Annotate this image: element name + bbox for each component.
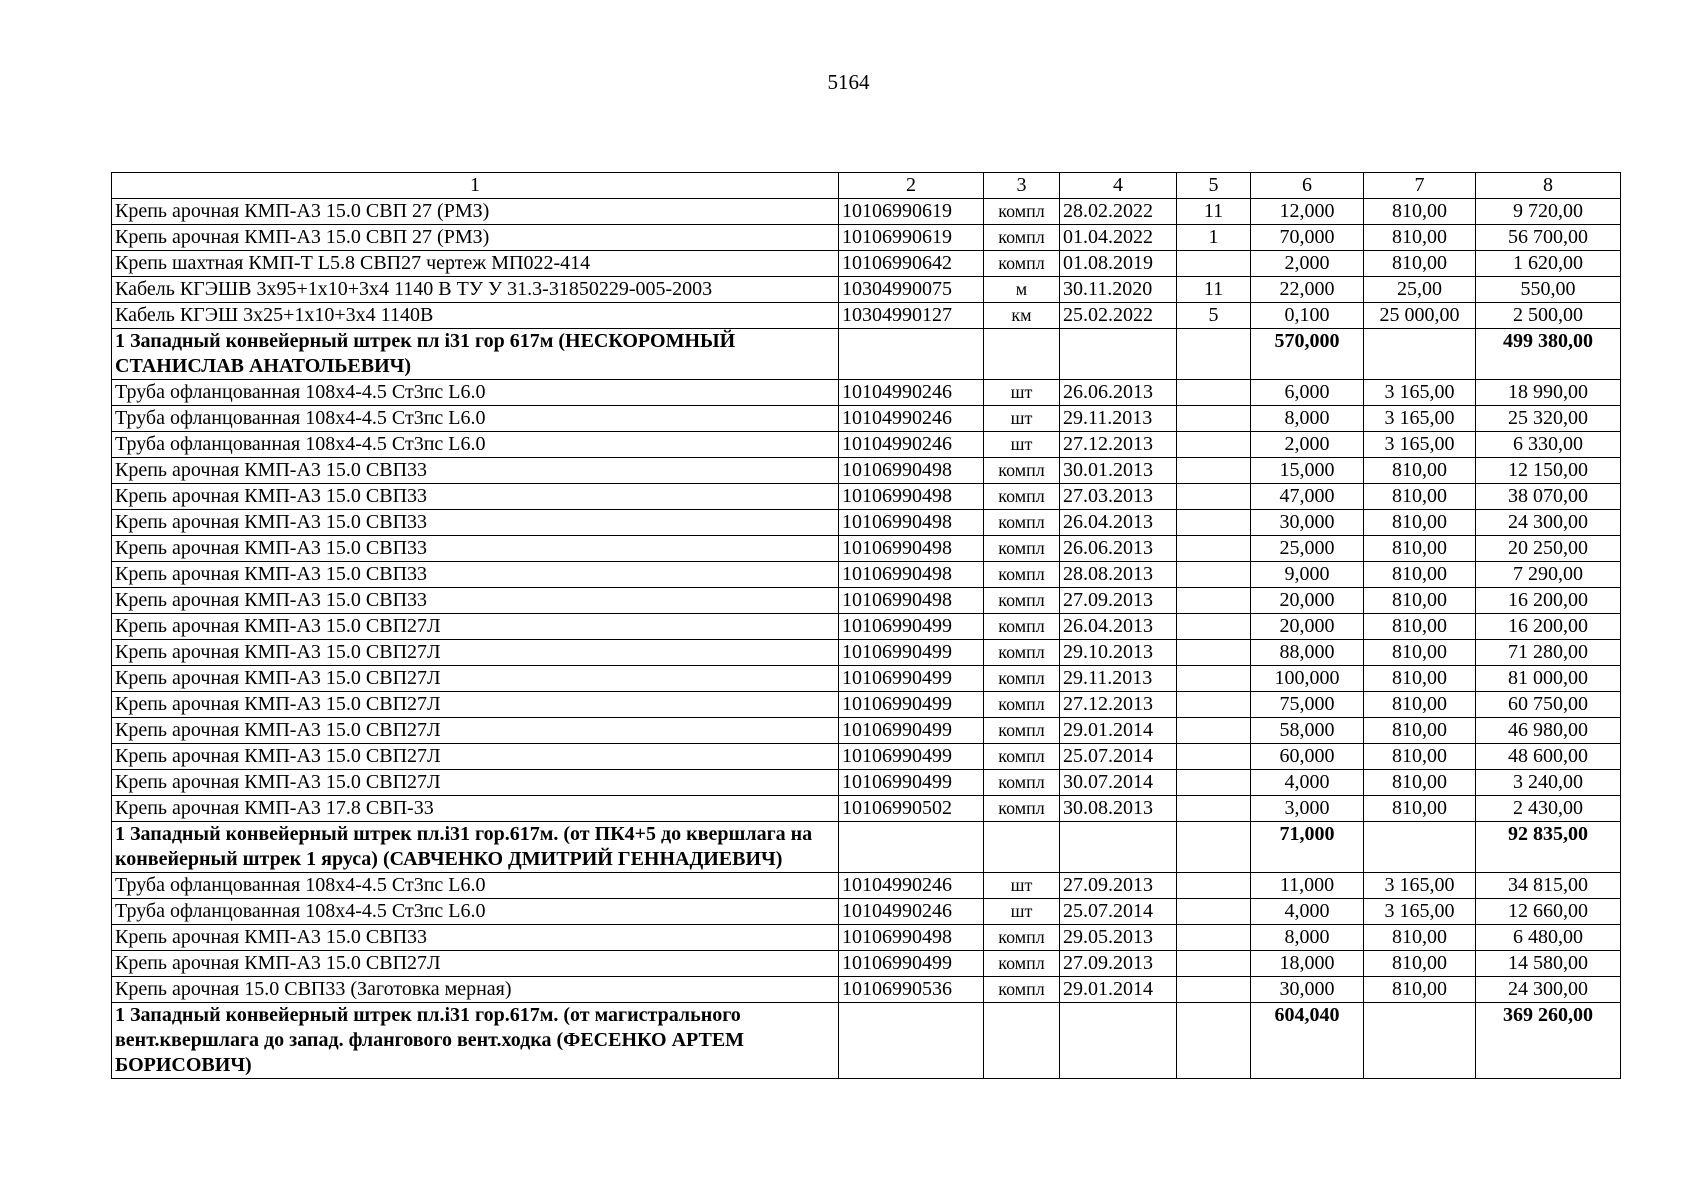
unit-cell [984,822,1060,873]
sum-cell: 20 250,00 [1476,536,1621,562]
item-name-cell: Крепь арочная КМП-А3 15.0 СВП33 [112,562,839,588]
column5-cell [1177,484,1251,510]
sum-cell: 7 290,00 [1476,562,1621,588]
sum-cell: 3 240,00 [1476,770,1621,796]
date-cell: 30.01.2013 [1060,458,1177,484]
quantity-cell: 70,000 [1251,225,1364,251]
sum-cell: 16 200,00 [1476,588,1621,614]
item-name-cell: Крепь арочная КМП-А3 15.0 СВП27Л [112,614,839,640]
table-row [112,484,1621,510]
price-cell [1364,822,1476,873]
column5-cell [1177,329,1251,380]
unit-cell: шт [984,899,1060,925]
item-code-cell: 10106990498 [839,510,984,536]
column5-cell [1177,562,1251,588]
quantity-cell: 71,000 [1251,822,1364,873]
column5-cell [1177,614,1251,640]
quantity-cell: 100,000 [1251,666,1364,692]
unit-cell: компл [984,458,1060,484]
page-number: 5164 [827,70,870,94]
column5-cell [1177,640,1251,666]
unit-cell: компл [984,692,1060,718]
item-name-cell: 1 Западный конвейерный штрек пл.i31 гор.617м. (от ПК4+5 до квершлага на конвейерный штрек 1 яруса) (САВЧЕНКО ДМИТРИЙ ГЕННАДИЕВИЧ) [112,822,839,873]
item-name-cell: Крепь арочная КМП-А3 15.0 СВП33 [112,925,839,951]
sum-cell: 369 260,00 [1476,1003,1621,1079]
column5-cell [1177,899,1251,925]
column5-cell [1177,822,1251,873]
column-header: 5 [1177,173,1251,199]
item-name-cell: Крепь арочная КМП-А3 15.0 СВП27Л [112,744,839,770]
item-code-cell: 10106990499 [839,640,984,666]
unit-cell: компл [984,951,1060,977]
column-header: 3 [984,173,1060,199]
sum-cell: 38 070,00 [1476,484,1621,510]
date-cell: 26.04.2013 [1060,614,1177,640]
price-cell: 810,00 [1364,770,1476,796]
table-row [112,925,1621,951]
sum-cell: 550,00 [1476,277,1621,303]
price-cell [1364,329,1476,380]
column-header: 4 [1060,173,1177,199]
item-code-cell: 10106990619 [839,225,984,251]
price-cell [1364,1003,1476,1079]
unit-cell: компл [984,925,1060,951]
unit-cell: км [984,303,1060,329]
table-row [112,406,1621,432]
unit-cell: компл [984,796,1060,822]
table-row [112,718,1621,744]
price-cell: 810,00 [1364,536,1476,562]
column5-cell [1177,718,1251,744]
column-header: 7 [1364,173,1476,199]
column-header: 1 [112,173,839,199]
date-cell: 28.08.2013 [1060,562,1177,588]
price-cell: 810,00 [1364,510,1476,536]
table-row [112,770,1621,796]
price-cell: 3 165,00 [1364,432,1476,458]
item-name-cell: Труба офланцованная 108х4-4.5 Ст3пс L6.0 [112,899,839,925]
date-cell: 30.08.2013 [1060,796,1177,822]
item-code-cell: 10106990498 [839,536,984,562]
sum-cell: 46 980,00 [1476,718,1621,744]
item-name-cell: Труба офланцованная 108х4-4.5 Ст3пс L6.0 [112,380,839,406]
group-total-row [112,329,1621,380]
sum-cell: 499 380,00 [1476,329,1621,380]
sum-cell: 18 990,00 [1476,380,1621,406]
column5-cell [1177,951,1251,977]
date-cell: 27.03.2013 [1060,484,1177,510]
unit-cell: компл [984,510,1060,536]
item-code-cell: 10106990498 [839,588,984,614]
date-cell: 29.01.2014 [1060,977,1177,1003]
quantity-cell: 22,000 [1251,277,1364,303]
column5-cell: 5 [1177,303,1251,329]
quantity-cell: 9,000 [1251,562,1364,588]
column-header: 8 [1476,173,1621,199]
item-name-cell: Кабель КГЭШВ 3х95+1х10+3х4 1140 В ТУ У 31.3-31850229-005-2003 [112,277,839,303]
column5-cell [1177,251,1251,277]
table-row [112,380,1621,406]
inventory-table [111,172,1621,1079]
date-cell: 27.09.2013 [1060,873,1177,899]
price-cell: 810,00 [1364,951,1476,977]
item-name-cell: Крепь арочная КМП-А3 15.0 СВП27Л [112,640,839,666]
sum-cell: 24 300,00 [1476,977,1621,1003]
item-code-cell: 10106990499 [839,692,984,718]
price-cell: 810,00 [1364,562,1476,588]
item-code-cell: 10106990502 [839,796,984,822]
table-row [112,640,1621,666]
table-header-row [112,173,1621,199]
table-row [112,225,1621,251]
item-code-cell [839,1003,984,1079]
item-name-cell: Крепь арочная КМП-А3 15.0 СВП27Л [112,718,839,744]
column5-cell [1177,588,1251,614]
table-row [112,277,1621,303]
date-cell: 27.12.2013 [1060,692,1177,718]
date-cell [1060,329,1177,380]
unit-cell: компл [984,251,1060,277]
date-cell: 25.07.2014 [1060,899,1177,925]
table-row [112,744,1621,770]
sum-cell: 2 430,00 [1476,796,1621,822]
date-cell [1060,822,1177,873]
item-code-cell: 10106990498 [839,925,984,951]
item-name-cell: Крепь арочная КМП-А3 15.0 СВП 27 (РМЗ) [112,225,839,251]
item-name-cell: Крепь арочная КМП-А3 17.8 СВП-33 [112,796,839,822]
column5-cell [1177,692,1251,718]
table-row [112,562,1621,588]
sum-cell: 6 330,00 [1476,432,1621,458]
table-row [112,666,1621,692]
price-cell: 810,00 [1364,666,1476,692]
column5-cell [1177,925,1251,951]
table-body [112,199,1621,1079]
table-row [112,251,1621,277]
column5-cell [1177,380,1251,406]
table-row [112,536,1621,562]
sum-cell: 16 200,00 [1476,614,1621,640]
item-code-cell: 10106990498 [839,484,984,510]
date-cell: 29.11.2013 [1060,406,1177,432]
price-cell: 3 165,00 [1364,406,1476,432]
item-code-cell: 10106990499 [839,614,984,640]
price-cell: 810,00 [1364,977,1476,1003]
unit-cell: шт [984,406,1060,432]
price-cell: 3 165,00 [1364,380,1476,406]
item-code-cell: 10106990499 [839,770,984,796]
date-cell: 29.11.2013 [1060,666,1177,692]
column5-cell [1177,1003,1251,1079]
item-name-cell: Крепь арочная КМП-А3 15.0 СВП33 [112,484,839,510]
table-row [112,588,1621,614]
price-cell: 810,00 [1364,796,1476,822]
quantity-cell: 8,000 [1251,925,1364,951]
quantity-cell: 58,000 [1251,718,1364,744]
quantity-cell: 47,000 [1251,484,1364,510]
price-cell: 810,00 [1364,925,1476,951]
unit-cell: компл [984,770,1060,796]
column5-cell [1177,796,1251,822]
column5-cell [1177,873,1251,899]
unit-cell: компл [984,666,1060,692]
column5-cell: 11 [1177,277,1251,303]
quantity-cell: 75,000 [1251,692,1364,718]
quantity-cell: 4,000 [1251,899,1364,925]
table-row [112,796,1621,822]
quantity-cell: 18,000 [1251,951,1364,977]
item-name-cell: Крепь арочная КМП-А3 15.0 СВП33 [112,510,839,536]
table-row [112,977,1621,1003]
sum-cell: 25 320,00 [1476,406,1621,432]
column5-cell: 11 [1177,199,1251,225]
quantity-cell: 20,000 [1251,614,1364,640]
unit-cell: шт [984,873,1060,899]
item-name-cell: Труба офланцованная 108х4-4.5 Ст3пс L6.0 [112,432,839,458]
item-name-cell: Крепь арочная 15.0 СВП33 (Заготовка мерная) [112,977,839,1003]
item-code-cell: 10106990498 [839,458,984,484]
item-name-cell: 1 Западный конвейерный штрек пл.i31 гор.617м. (от магистрального вент.квершлага до запад. флангового вент.ходка (ФЕСЕНКО АРТЕМ БОРИСОВИЧ) [112,1003,839,1079]
date-cell: 25.07.2014 [1060,744,1177,770]
price-cell: 810,00 [1364,588,1476,614]
sum-cell: 34 815,00 [1476,873,1621,899]
unit-cell: компл [984,640,1060,666]
date-cell: 27.12.2013 [1060,432,1177,458]
item-code-cell: 10106990499 [839,744,984,770]
unit-cell: шт [984,380,1060,406]
column5-cell [1177,510,1251,536]
table-row [112,873,1621,899]
sum-cell: 2 500,00 [1476,303,1621,329]
item-code-cell: 10106990642 [839,251,984,277]
quantity-cell: 25,000 [1251,536,1364,562]
table-row [112,303,1621,329]
quantity-cell: 30,000 [1251,977,1364,1003]
quantity-cell: 3,000 [1251,796,1364,822]
item-code-cell: 10304990075 [839,277,984,303]
item-code-cell: 10106990619 [839,199,984,225]
column5-cell [1177,406,1251,432]
date-cell: 26.06.2013 [1060,536,1177,562]
group-total-row [112,1003,1621,1079]
unit-cell: компл [984,536,1060,562]
price-cell: 810,00 [1364,614,1476,640]
unit-cell: компл [984,484,1060,510]
quantity-cell: 20,000 [1251,588,1364,614]
item-code-cell: 10106990499 [839,666,984,692]
item-code-cell: 10106990498 [839,562,984,588]
unit-cell: м [984,277,1060,303]
date-cell: 27.09.2013 [1060,951,1177,977]
unit-cell: компл [984,562,1060,588]
column5-cell [1177,770,1251,796]
item-code-cell: 10304990127 [839,303,984,329]
item-code-cell: 10104990246 [839,432,984,458]
date-cell: 29.05.2013 [1060,925,1177,951]
item-name-cell: Труба офланцованная 108х4-4.5 Ст3пс L6.0 [112,406,839,432]
price-cell: 810,00 [1364,199,1476,225]
price-cell: 25 000,00 [1364,303,1476,329]
sum-cell: 81 000,00 [1476,666,1621,692]
unit-cell: компл [984,744,1060,770]
sum-cell: 60 750,00 [1476,692,1621,718]
quantity-cell: 6,000 [1251,380,1364,406]
date-cell: 25.02.2022 [1060,303,1177,329]
item-name-cell: Крепь арочная КМП-А3 15.0 СВП27Л [112,951,839,977]
quantity-cell: 604,040 [1251,1003,1364,1079]
price-cell: 810,00 [1364,744,1476,770]
quantity-cell: 15,000 [1251,458,1364,484]
item-name-cell: Крепь арочная КМП-А3 15.0 СВП33 [112,588,839,614]
column-header: 6 [1251,173,1364,199]
table-row [112,614,1621,640]
sum-cell: 1 620,00 [1476,251,1621,277]
quantity-cell: 0,100 [1251,303,1364,329]
table-row [112,692,1621,718]
sum-cell: 56 700,00 [1476,225,1621,251]
quantity-cell: 2,000 [1251,432,1364,458]
date-cell: 01.04.2022 [1060,225,1177,251]
date-cell [1060,1003,1177,1079]
quantity-cell: 11,000 [1251,873,1364,899]
price-cell: 810,00 [1364,692,1476,718]
item-code-cell: 10104990246 [839,406,984,432]
price-cell: 3 165,00 [1364,873,1476,899]
date-cell: 26.06.2013 [1060,380,1177,406]
item-code-cell [839,822,984,873]
sum-cell: 12 150,00 [1476,458,1621,484]
date-cell: 29.01.2014 [1060,718,1177,744]
price-cell: 810,00 [1364,458,1476,484]
item-name-cell: Крепь арочная КМП-А3 15.0 СВП27Л [112,692,839,718]
sum-cell: 24 300,00 [1476,510,1621,536]
unit-cell: шт [984,432,1060,458]
date-cell: 26.04.2013 [1060,510,1177,536]
column5-cell [1177,744,1251,770]
price-cell: 810,00 [1364,484,1476,510]
group-total-row [112,822,1621,873]
item-name-cell: Крепь арочная КМП-А3 15.0 СВП 27 (РМЗ) [112,199,839,225]
item-code-cell [839,329,984,380]
item-name-cell: 1 Западный конвейерный штрек пл i31 гор 617м (НЕСКОРОМНЫЙ СТАНИСЛАВ АНАТОЛЬЕВИЧ) [112,329,839,380]
quantity-cell: 60,000 [1251,744,1364,770]
date-cell: 01.08.2019 [1060,251,1177,277]
item-code-cell: 10104990246 [839,380,984,406]
sum-cell: 12 660,00 [1476,899,1621,925]
sum-cell: 48 600,00 [1476,744,1621,770]
item-name-cell: Крепь шахтная КМП-Т L5.8 СВП27 чертеж МП022-414 [112,251,839,277]
unit-cell: компл [984,225,1060,251]
price-cell: 810,00 [1364,251,1476,277]
sum-cell: 9 720,00 [1476,199,1621,225]
column5-cell [1177,432,1251,458]
column5-cell: 1 [1177,225,1251,251]
item-code-cell: 10106990499 [839,718,984,744]
unit-cell: компл [984,977,1060,1003]
unit-cell [984,329,1060,380]
item-name-cell: Крепь арочная КМП-А3 15.0 СВП33 [112,536,839,562]
unit-cell: компл [984,718,1060,744]
price-cell: 25,00 [1364,277,1476,303]
sum-cell: 71 280,00 [1476,640,1621,666]
table-row [112,432,1621,458]
unit-cell: компл [984,588,1060,614]
item-code-cell: 10104990246 [839,899,984,925]
column5-cell [1177,458,1251,484]
table-row [112,199,1621,225]
date-cell: 28.02.2022 [1060,199,1177,225]
item-code-cell: 10106990499 [839,951,984,977]
date-cell: 30.07.2014 [1060,770,1177,796]
quantity-cell: 8,000 [1251,406,1364,432]
price-cell: 810,00 [1364,718,1476,744]
item-name-cell: Крепь арочная КМП-А3 15.0 СВП27Л [112,666,839,692]
price-cell: 810,00 [1364,225,1476,251]
item-name-cell: Труба офланцованная 108х4-4.5 Ст3пс L6.0 [112,873,839,899]
column5-cell [1177,536,1251,562]
item-code-cell: 10106990536 [839,977,984,1003]
table-row [112,510,1621,536]
date-cell: 27.09.2013 [1060,588,1177,614]
price-cell: 3 165,00 [1364,899,1476,925]
item-name-cell: Крепь арочная КМП-А3 15.0 СВП27Л [112,770,839,796]
quantity-cell: 570,000 [1251,329,1364,380]
quantity-cell: 12,000 [1251,199,1364,225]
unit-cell [984,1003,1060,1079]
sum-cell: 92 835,00 [1476,822,1621,873]
price-cell: 810,00 [1364,640,1476,666]
item-name-cell: Крепь арочная КМП-А3 15.0 СВП33 [112,458,839,484]
column-header: 2 [839,173,984,199]
date-cell: 30.11.2020 [1060,277,1177,303]
table-row [112,951,1621,977]
unit-cell: компл [984,614,1060,640]
column5-cell [1177,977,1251,1003]
unit-cell: компл [984,199,1060,225]
quantity-cell: 4,000 [1251,770,1364,796]
date-cell: 29.10.2013 [1060,640,1177,666]
table-row [112,458,1621,484]
item-code-cell: 10104990246 [839,873,984,899]
sum-cell: 6 480,00 [1476,925,1621,951]
quantity-cell: 88,000 [1251,640,1364,666]
sum-cell: 14 580,00 [1476,951,1621,977]
table-row [112,899,1621,925]
quantity-cell: 2,000 [1251,251,1364,277]
column5-cell [1177,666,1251,692]
item-name-cell: Кабель КГЭШ 3х25+1х10+3х4 1140В [112,303,839,329]
quantity-cell: 30,000 [1251,510,1364,536]
